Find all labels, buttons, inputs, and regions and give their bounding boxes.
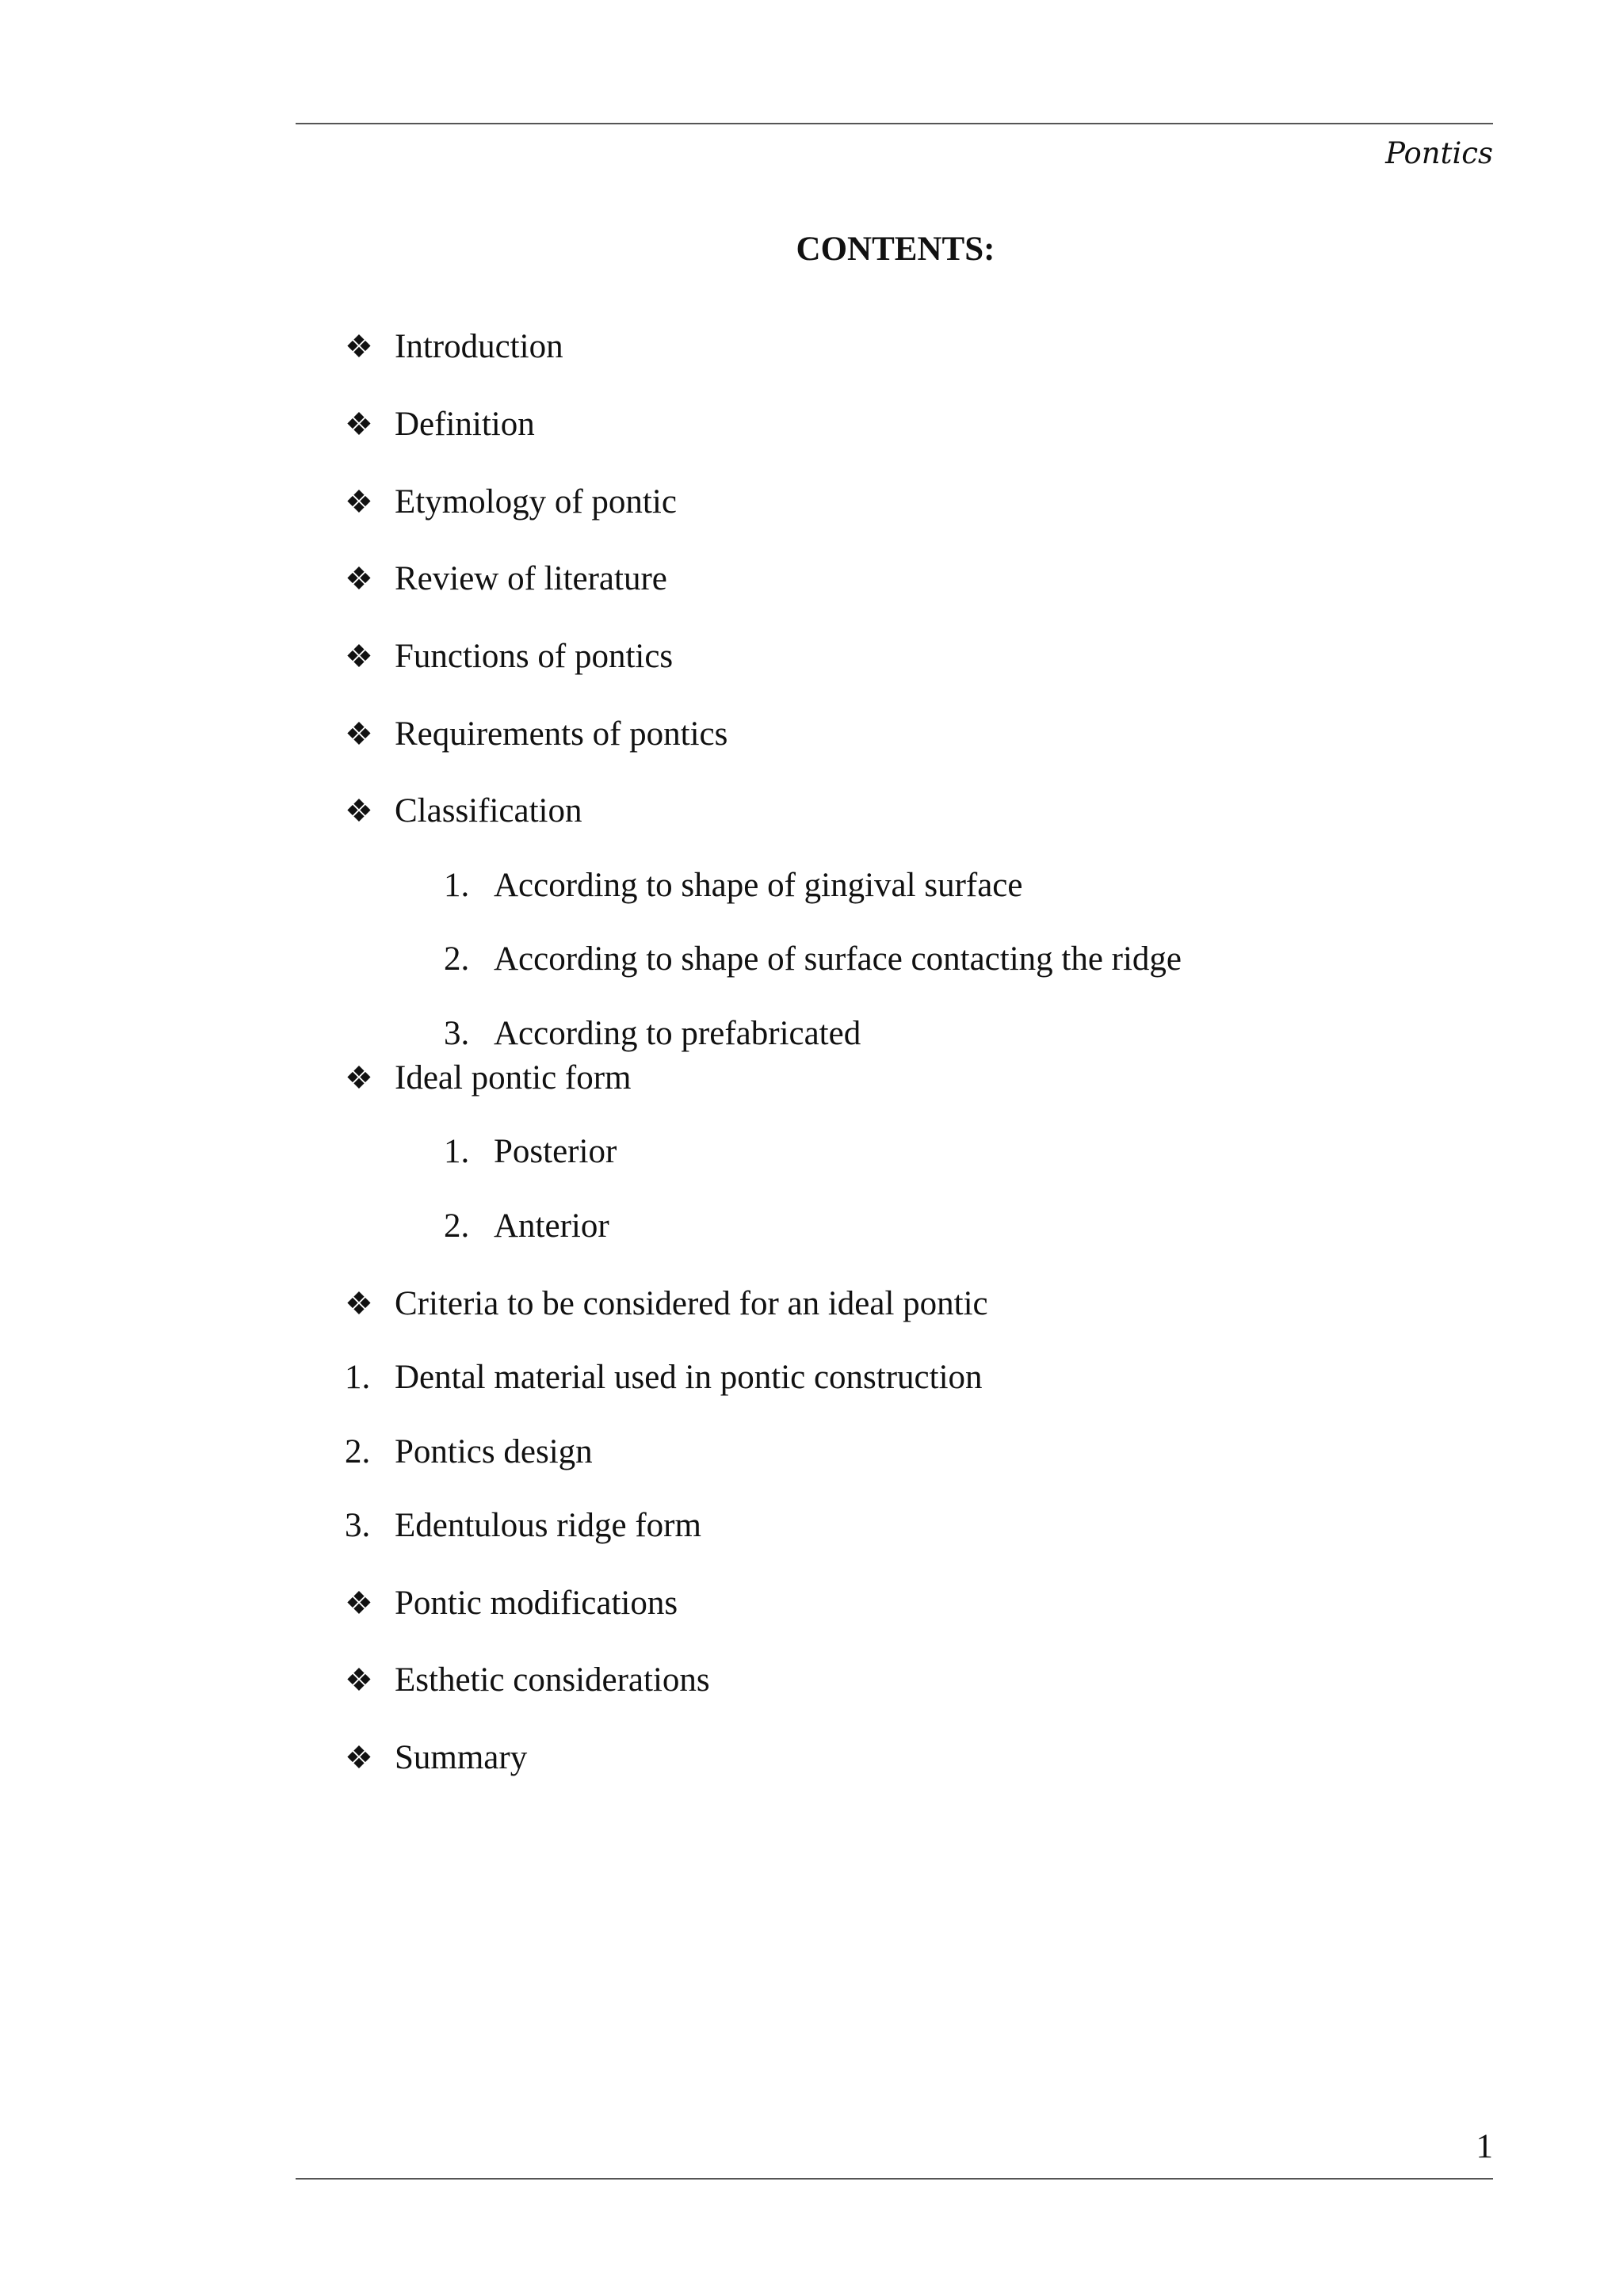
toc-item-label: Introduction <box>395 328 563 365</box>
toc-subitem-label: According to shape of gingival surface <box>494 867 1023 904</box>
toc-subitem-label: Dental material used in pontic construction <box>395 1359 983 1396</box>
toc-subitem-label: According to shape of surface contacting the ridge <box>494 940 1182 978</box>
footer-rule <box>296 2178 1493 2180</box>
bullet-icon: ❖ <box>345 329 373 364</box>
item-number: 2. <box>444 1207 470 1245</box>
toc-item-label: Criteria to be considered for an ideal pontic <box>395 1285 988 1322</box>
bullet-icon: ❖ <box>345 1662 373 1698</box>
bullet-icon: ❖ <box>345 561 373 597</box>
toc-subitem-label: Posterior <box>494 1133 617 1170</box>
toc-subitem-label: Edentulous ridge form <box>395 1507 701 1544</box>
toc-item-label: Summary <box>395 1739 528 1776</box>
item-number: 2. <box>345 1433 371 1470</box>
item-number: 2. <box>444 940 470 978</box>
toc-item-label: Definition <box>395 406 535 443</box>
bullet-icon: ❖ <box>345 406 373 442</box>
bullet-icon: ❖ <box>345 484 373 520</box>
toc-subitem-label: According to prefabricated <box>494 1015 861 1052</box>
toc-subitem-label: Pontics design <box>395 1433 593 1470</box>
toc-item-label: Ideal pontic form <box>395 1059 632 1097</box>
item-number: 3. <box>345 1507 371 1544</box>
toc-item-label: Pontic modifications <box>395 1585 678 1622</box>
toc-item-label: Etymology of pontic <box>395 483 677 521</box>
contents-heading: CONTENTS: <box>796 231 995 268</box>
toc-item-label: Classification <box>395 792 582 830</box>
item-number: 1. <box>444 867 470 904</box>
bullet-icon: ❖ <box>345 793 373 829</box>
page-number: 1 <box>1476 2128 1493 2165</box>
bullet-icon: ❖ <box>345 1286 373 1322</box>
toc-item-label: Review of literature <box>395 560 667 597</box>
toc-item-label: Esthetic considerations <box>395 1661 710 1699</box>
running-header: Pontics <box>1385 136 1493 170</box>
item-number: 3. <box>444 1015 470 1052</box>
bullet-icon: ❖ <box>345 1740 373 1775</box>
toc-item-label: Functions of pontics <box>395 638 674 675</box>
bullet-icon: ❖ <box>345 716 373 752</box>
bullet-icon: ❖ <box>345 639 373 674</box>
toc-subitem-label: Anterior <box>494 1207 609 1245</box>
item-number: 1. <box>345 1359 371 1396</box>
toc-item-label: Requirements of pontics <box>395 715 728 753</box>
item-number: 1. <box>444 1133 470 1170</box>
bullet-icon: ❖ <box>345 1060 373 1096</box>
bullet-icon: ❖ <box>345 1585 373 1621</box>
